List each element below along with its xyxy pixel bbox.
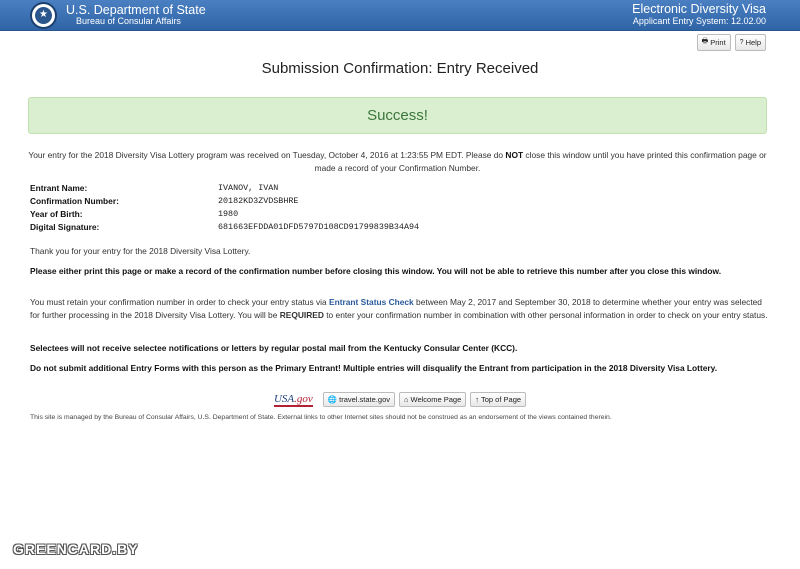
retain-text: [30, 296, 770, 321]
page-title: Submission Confirmation: Entry Received: [261, 60, 539, 77]
arrow-up-icon: ↑: [475, 395, 479, 404]
print-warning-text: Please either print this page or make a record of the confirmation number before closing this window. You will not be able to retrieve this number after you close this window.: [30, 266, 722, 276]
year-of-birth-value: 1980: [218, 208, 239, 219]
help-label: Help: [745, 38, 761, 47]
printer-icon: 🖶: [701, 38, 709, 45]
received-message: [28, 149, 767, 174]
received-part1: Your entry for the 2018 Diversity Visa Lottery program was received on Tuesday, October 4, 2016 at 1:23:55 PM EDT. Please do: [28, 150, 506, 160]
confirmation-number-value: 20182KD3ZVDSBHRE: [218, 195, 299, 206]
travel-label: travel.state.gov: [339, 395, 390, 404]
header-bar: [0, 0, 800, 31]
department-seal-icon: ★: [30, 2, 57, 29]
success-text: Success!: [367, 107, 428, 124]
retain-text-1: You must retain your confirmation number in order to check your entry status via: [30, 297, 330, 307]
question-icon: ?: [739, 39, 744, 46]
toolbar: [697, 34, 766, 51]
detail-row: [30, 181, 419, 194]
detail-row: [30, 220, 419, 233]
brand[interactable]: [30, 2, 206, 29]
received-part2: close this window until you have printed this confirmation page or made a record of your Confirmation Number.: [314, 150, 767, 173]
detail-label: Digital Signature:: [30, 221, 100, 232]
globe-icon: 🌐: [327, 395, 338, 404]
received-not: NOT: [505, 150, 524, 160]
entrant-name-value: IVANOV, IVAN: [218, 182, 279, 193]
entry-details: [30, 181, 419, 233]
welcome-page-button[interactable]: [399, 392, 466, 407]
success-alert: [28, 97, 767, 134]
no-additional-text: Do not submit additional Entry Forms with this person as the Primary Entrant! Multiple entries will disqualify the Entrant from participation in the 2018 Diversity Visa Lottery.: [30, 363, 718, 373]
thanks-text: Thank you for your entry for the 2018 Diversity Visa Lottery.: [30, 246, 251, 256]
help-button[interactable]: [735, 34, 766, 51]
managed-disclaimer: This site is managed by the Bureau of Consular Affairs, U.S. Department of State. External links to other Internet sites should not be construed as an endorsement of the views contained therein.: [30, 414, 612, 421]
detail-row: [30, 207, 419, 220]
retain-text-3: to enter your confirmation number in combination with other personal information in order to check on your entry status.: [323, 309, 768, 320]
print-label: Print: [710, 38, 726, 47]
usa-gov-logo[interactable]: USA.gov: [273, 392, 313, 405]
department-title: U.S. Department of State: [66, 2, 206, 17]
digital-signature-value: 681663EFDDA01DFD5797D108CD91799839B34A94: [218, 221, 420, 232]
retain-text-2: between May 2, 2017 and September 30, 2018 to determine whether your entry was selected for further processing in the 2018 Diversity Visa Lottery. You will be: [30, 297, 762, 320]
detail-label: Year of Birth:: [30, 208, 83, 219]
department-subtitle: Bureau of Consular Affairs: [76, 15, 181, 26]
system-info: [632, 3, 766, 27]
entrant-status-check-link[interactable]: Entrant Status Check: [329, 297, 414, 307]
home-icon: ⌂: [403, 395, 409, 404]
footer-links: [0, 392, 800, 407]
watermark: GREENCARD.BY: [13, 541, 139, 557]
retain-required: REQUIRED: [279, 309, 324, 320]
system-title: Electronic Diversity Visa: [632, 2, 766, 17]
print-button[interactable]: [697, 34, 731, 51]
travel-state-gov-button[interactable]: [323, 392, 395, 407]
detail-row: [30, 194, 419, 207]
top-label: Top of Page: [481, 395, 522, 404]
selectees-text: Selectees will not receive selectee notifications or letters by regular postal mail from the Kentucky Consular Center (KCC).: [30, 343, 518, 353]
system-version: Applicant Entry System: 12.02.00: [632, 15, 766, 26]
welcome-label: Welcome Page: [410, 395, 462, 404]
detail-label: Entrant Name:: [30, 182, 88, 193]
detail-label: Confirmation Number:: [30, 195, 119, 206]
top-of-page-button[interactable]: [470, 392, 526, 407]
